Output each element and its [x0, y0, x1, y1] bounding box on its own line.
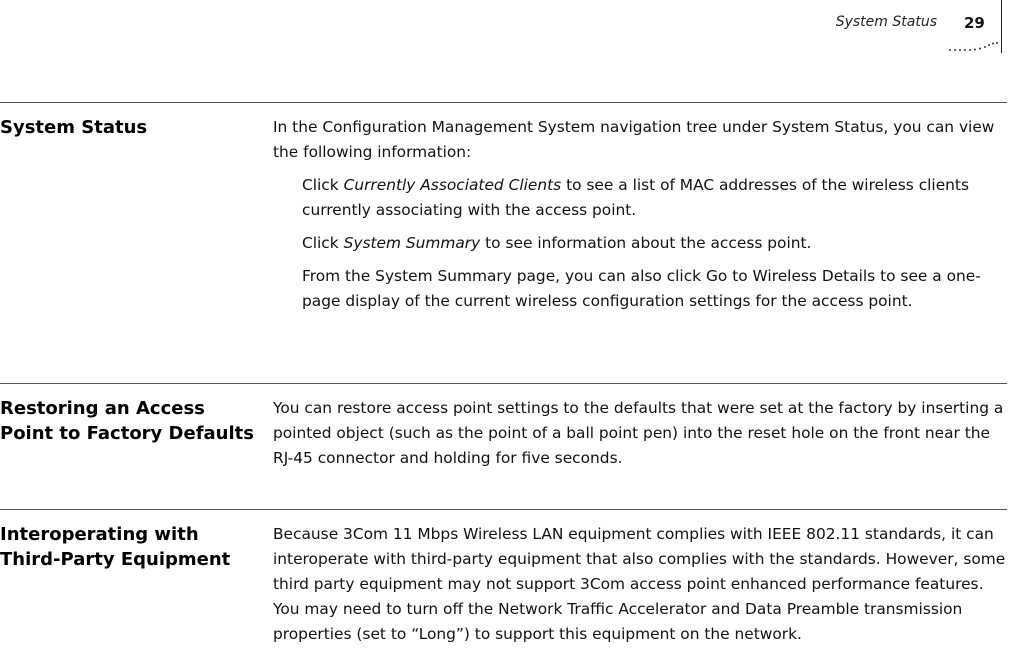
section-title: Interoperating with Third-Party Equipment — [0, 524, 231, 570]
link-currently-associated-clients[interactable]: Currently Associated Clients — [343, 176, 562, 194]
decorative-dots-icon — [948, 40, 1000, 52]
item-text: From the System Summary page, you can also click Go to Wireless Details to see a one-page display of the current wireless configuration settings for the access point. — [302, 267, 981, 310]
page-number: 29 — [964, 14, 985, 32]
item-text: to see a list of MAC addresses of the wireless clients currently associating with the access point. — [302, 176, 969, 219]
section-body: You can restore access point settings to the defaults that were set at the factory by inserting a pointed object (such as the point of a ball point pen) into the reset hole on the front near the RJ-45 connector and holding for five seconds. — [273, 399, 1004, 467]
list-item — [302, 231, 1008, 256]
section-body: Because 3Com 11 Mbps Wireless LAN equipment complies with IEEE 802.11 standards, it can interoperate with third-party equipment that also complies with the standards. However, some third party equipment may not support 3Com access point enhanced performance features. You may need to turn off the Network Traffic Accelerator and Data Preamble transmission properties (set to “Long”) to support this equipment on the network. — [273, 525, 1006, 643]
section-system-status — [0, 102, 1007, 383]
section-title: System Status — [0, 117, 148, 138]
item-text: Click — [302, 176, 344, 194]
running-title: System Status — [835, 14, 937, 30]
section-restoring-defaults — [0, 383, 1007, 509]
section-body — [273, 115, 1008, 322]
item-text: Click — [302, 234, 344, 252]
item-text: to see information about the access point. — [480, 234, 812, 252]
corner-rule — [1001, 0, 1002, 53]
section-intro: In the Configuration Management System navigation tree under System Status, you can view the following information: — [273, 118, 995, 161]
link-system-summary[interactable]: System Summary — [343, 234, 481, 252]
section-interoperating — [0, 509, 1007, 667]
section-title: Restoring an Access Point to Factory Defaults — [0, 398, 254, 444]
info-list — [273, 173, 1008, 314]
list-item — [302, 264, 1008, 314]
list-item — [302, 173, 1008, 223]
running-header — [0, 0, 1018, 60]
